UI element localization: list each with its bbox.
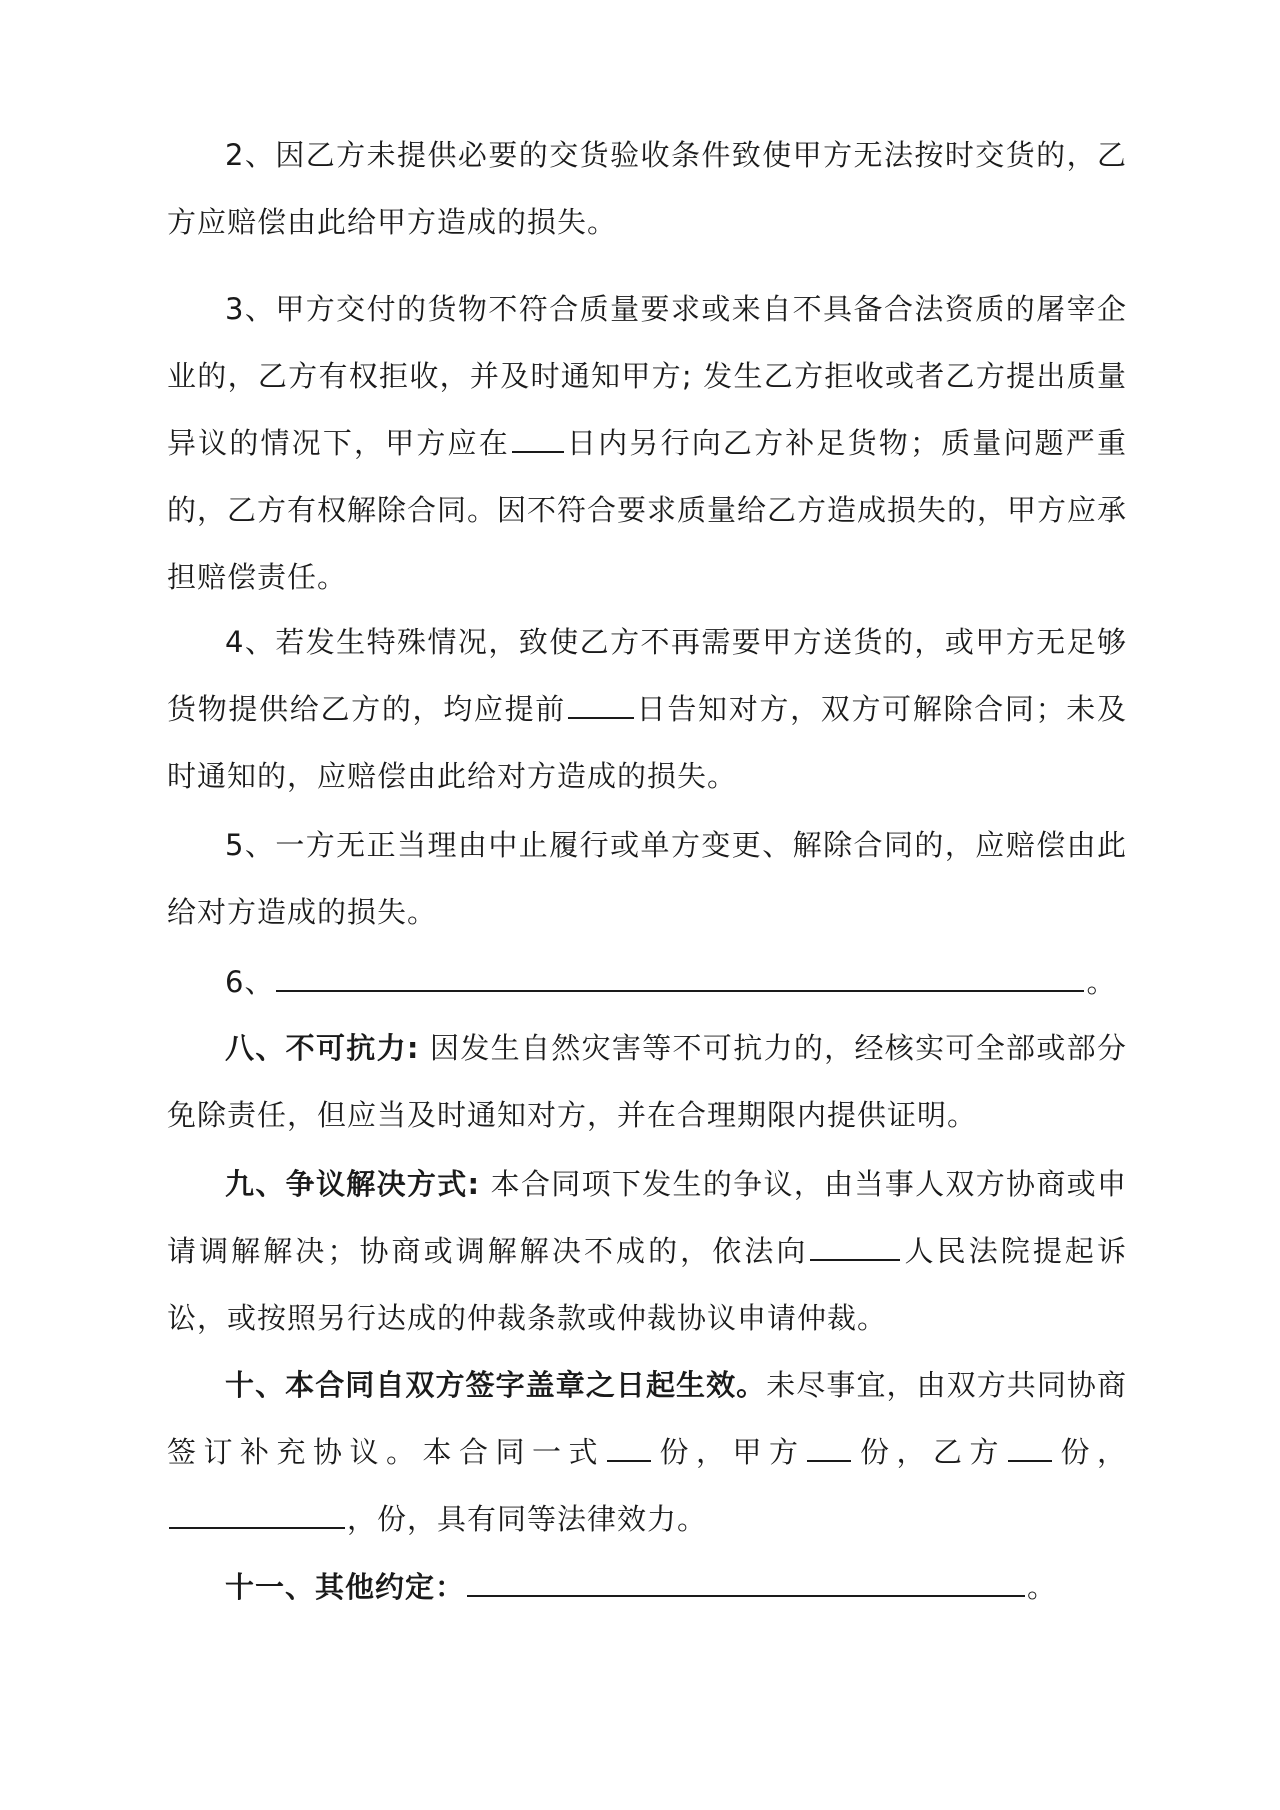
section-9 (167, 1151, 1127, 1352)
section-8 (167, 1015, 1127, 1149)
section-10-text-e: ，份，具有同等法律效力。 (347, 1502, 708, 1536)
section-11-heading: 十一、其他约定： (225, 1570, 466, 1604)
other-copies-blank-field[interactable] (169, 1497, 345, 1529)
clause-6-label: 6、 (225, 965, 275, 999)
total-copies-blank-field[interactable] (607, 1430, 651, 1462)
section-11-end: 。 (1027, 1570, 1058, 1604)
clause-5-text: 5、一方无正当理由中止履行或单方变更、解除合同的，应赔偿由此给对方造成的损失。 (167, 828, 1127, 929)
section-8-text: 因发生自然灾害等不可抗力的，经核实可全部或部分免除责任，但应当及时通知对方，并在合理期限内提供证明。 (167, 1031, 1127, 1132)
other-terms-blank-field[interactable] (467, 1565, 1025, 1597)
party-a-copies-blank-field[interactable] (807, 1430, 851, 1462)
section-9-text-b: 人民法院提起诉讼，或按照另行达成的仲裁条款或仲裁协议申请仲裁。 (167, 1234, 1127, 1335)
clause-6 (167, 949, 1127, 1016)
days-blank-field[interactable] (512, 421, 564, 453)
notice-days-blank-field[interactable] (568, 687, 634, 719)
section-9-text-a: 本合同项下发生的争议，由当事人双方协商或申请调解解决；协商或调解解决不成的，依法向 (167, 1167, 1127, 1268)
clause-4 (167, 609, 1127, 810)
clause-4-text-b: 日告知对方，双方可解除合同；未及时通知的，应赔偿由此给对方造成的损失。 (167, 692, 1127, 793)
clause-5 (167, 812, 1127, 946)
clause-4-text-a: 4、若发生特殊情况，致使乙方不再需要甲方送货的，或甲方无足够货物提供给乙方的，均应提前 (167, 625, 1127, 726)
section-10-text-b: 份，甲方 (652, 1435, 806, 1469)
clause-3-text-a: 3、甲方交付的货物不符合质量要求或来自不具备合法资质的屠宰企业的，乙方有权拒收，并及时通知甲方; 发生乙方拒收或者乙方提出质量异议的情况下，甲方应在 (167, 292, 1127, 460)
clause-6-blank-field[interactable] (276, 960, 1084, 992)
court-blank-field[interactable] (810, 1229, 900, 1261)
section-11 (167, 1554, 1127, 1621)
section-9-heading: 九、争议解决方式: (225, 1167, 481, 1201)
clause-2 (167, 122, 1127, 256)
clause-3 (167, 276, 1127, 611)
section-10-text-a: 未尽事宜，由双方共同协商签订补充协议。本合同一式 (167, 1368, 1127, 1469)
party-b-copies-blank-field[interactable] (1008, 1430, 1052, 1462)
clause-3-text-b: 日内另行向乙方补足货物；质量问题严重的，乙方有权解除合同。因不符合要求质量给乙方造成损失的，甲方应承担赔偿责任。 (167, 426, 1128, 594)
clause-6-end: 。 (1086, 965, 1117, 999)
section-10-heading: 十、本合同自双方签字盖章之日起生效。 (225, 1368, 767, 1402)
section-10-text-d: 份， (1053, 1435, 1127, 1469)
section-10 (167, 1352, 1127, 1553)
section-8-heading: 八、不可抗力: (225, 1031, 420, 1065)
section-10-text-c: 份，乙方 (853, 1435, 1006, 1469)
clause-2-text: 2、因乙方未提供必要的交货验收条件致使甲方无法按时交货的，乙方应赔偿由此给甲方造成的损失。 (167, 138, 1127, 239)
